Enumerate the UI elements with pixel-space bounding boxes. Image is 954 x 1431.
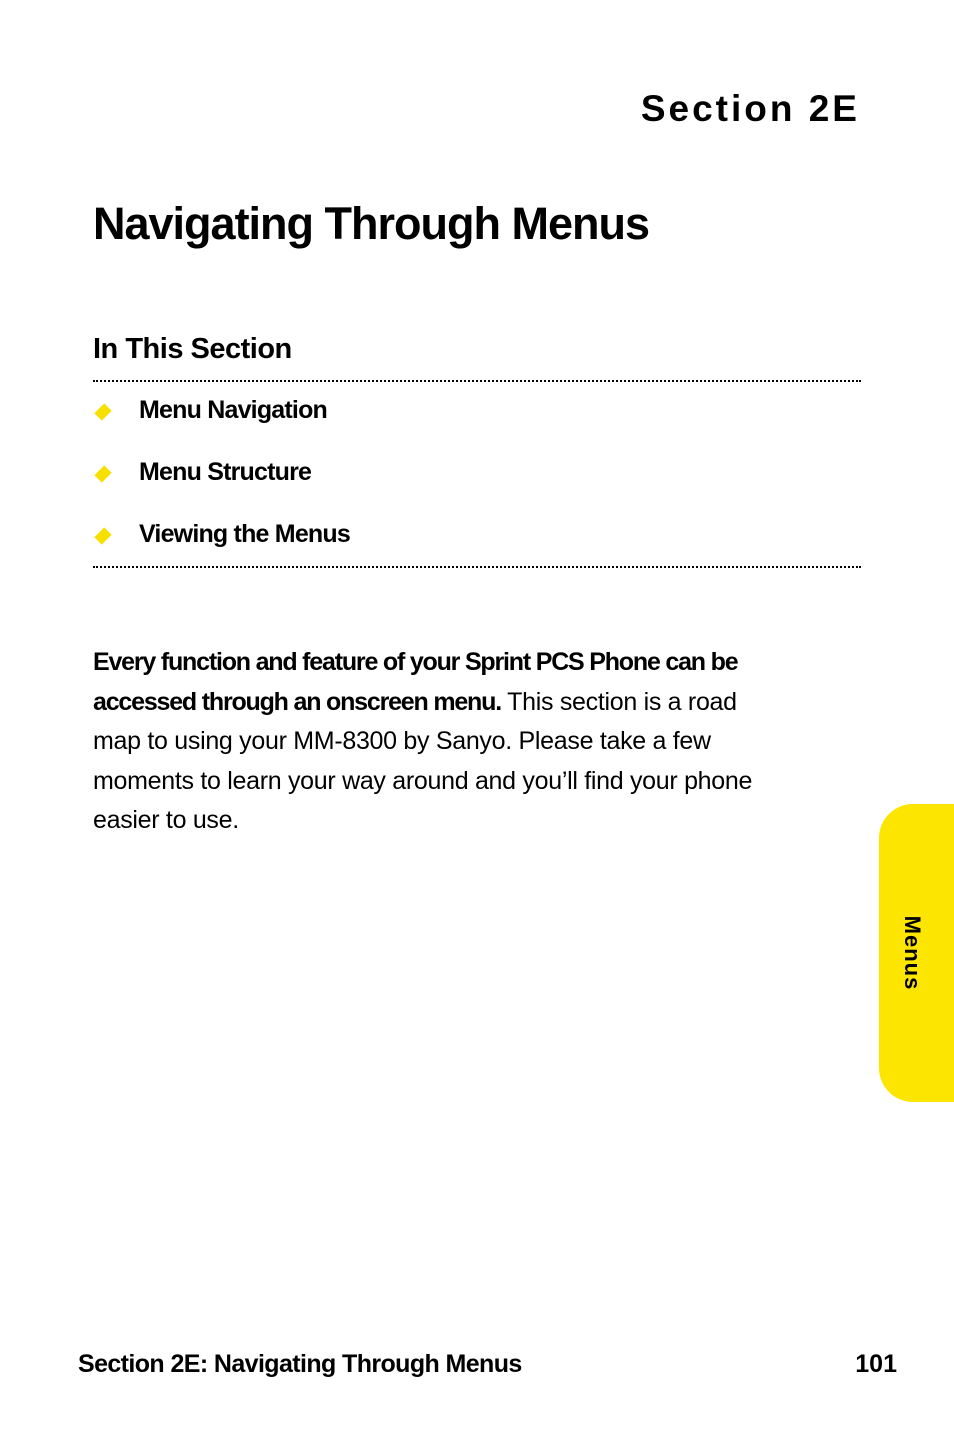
dotted-divider-top [93, 380, 861, 382]
section-label: Section 2E [640, 88, 860, 129]
diamond-bullet-icon [94, 403, 111, 420]
topic-label-viewing-the-menus: Viewing the Menus [139, 520, 350, 548]
intro-bold-text: Every function and feature of your Sprint PCS Phone can be accessed through an onscreen menu. [93, 648, 738, 716]
in-this-section-heading: In This Section [93, 333, 292, 365]
list-item [93, 458, 350, 520]
intro-body-text: This section is a road map to using your MM-8300 by Sanyo. Please take a few moments to learn your way around and you’ll find your phone easier to use. [93, 687, 753, 834]
dotted-divider-bottom [93, 566, 861, 568]
list-item [93, 520, 350, 582]
page-title: Navigating Through Menus [93, 198, 649, 249]
intro-paragraph [93, 643, 783, 841]
diamond-bullet-icon [94, 465, 111, 482]
diamond-bullet-icon [94, 527, 111, 544]
list-item [93, 396, 350, 458]
section-topic-list [93, 396, 350, 582]
topic-label-menu-structure: Menu Structure [139, 458, 312, 486]
topic-label-menu-navigation: Menu Navigation [139, 396, 328, 424]
page-number: 101 [855, 1350, 897, 1378]
footer-title: Section 2E: Navigating Through Menus [78, 1350, 522, 1378]
side-tab-label: Menus [900, 915, 925, 991]
